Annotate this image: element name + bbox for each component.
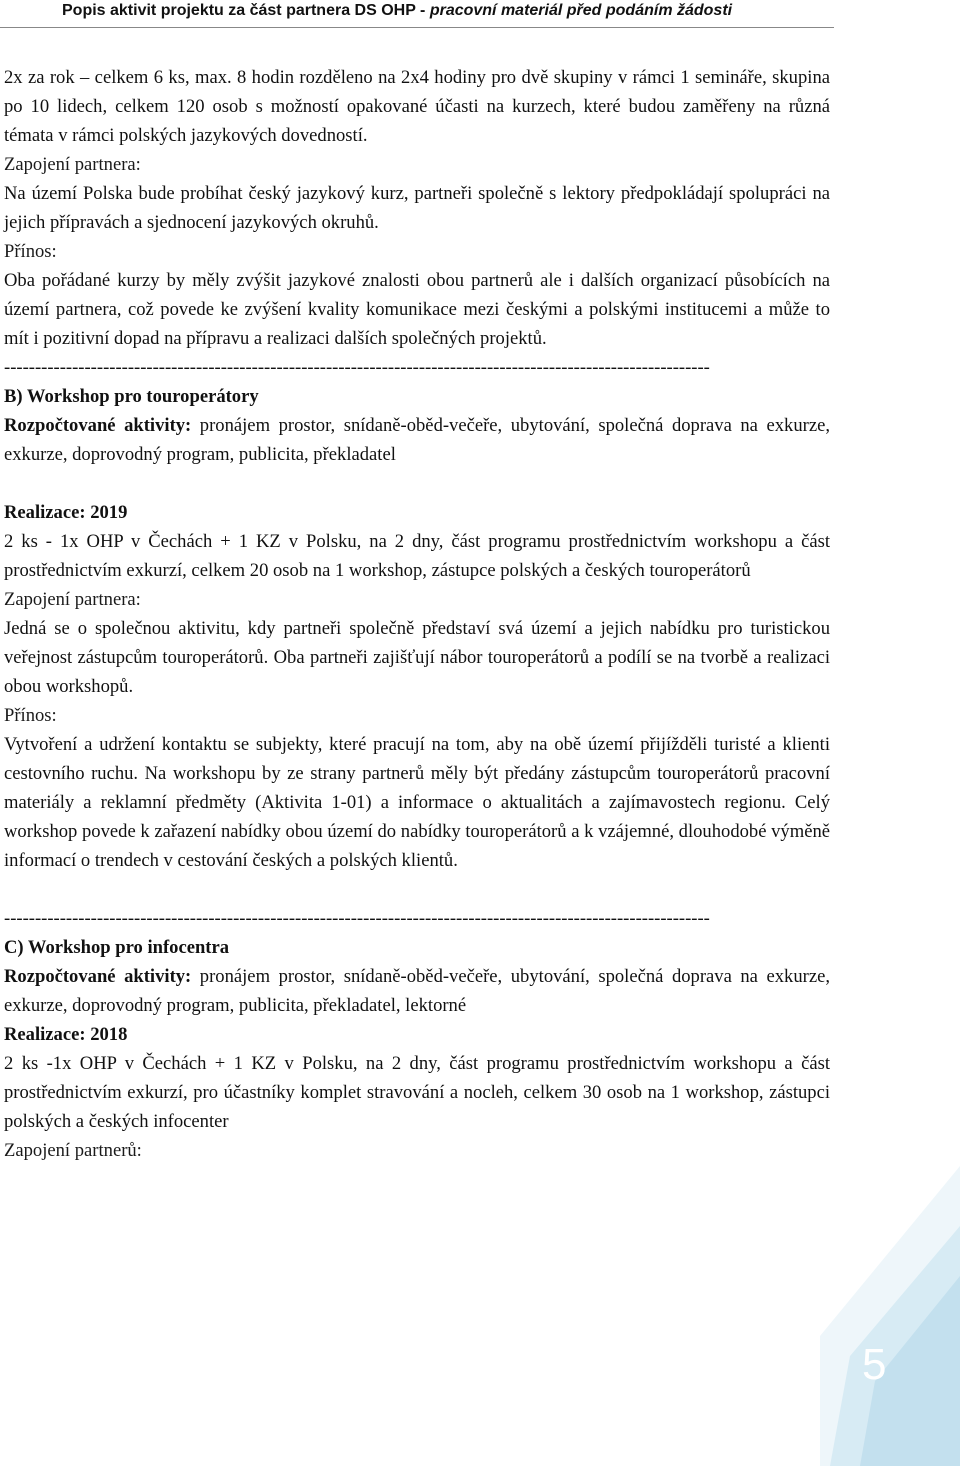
section-divider: ------------------------------------------------------------------------------------------------------------------ xyxy=(4,908,710,929)
section-divider: ------------------------------------------------------------------------------------------------------------------ xyxy=(4,357,710,378)
corner-decoration xyxy=(820,1166,960,1466)
section-b-realizace: Realizace: 2019 xyxy=(4,502,128,523)
document-body xyxy=(4,63,830,1165)
budget-text: pronájem prostor, snídaně-oběd-večeře, ubytování, společná doprava na exkurze, exkurze, doprovodný program, publicita, překladatel, lektorné xyxy=(4,966,830,1016)
section-c-realizace: Realizace: 2018 xyxy=(4,1024,128,1045)
paragraph-prinos-2: Vytvoření a udržení kontaktu se subjekty, které pracují na tom, aby na obě území přijížděli turisté a klienti cestovního ruchu. Na workshopu by ze strany partnerů měly být předány zástupcům touroperátorů pracovní materiály a reklamní předměty (Aktivita 1-01) a informace o aktualitách a zajímavostech regionu. Celý workshop povede k zařazení nabídky obou území do nabídky touroperátorů a k vzájemné, dlouhodobé výměně informací o trendech v cestování českých a polských klientů. xyxy=(4,734,830,871)
header-title-plain: Popis aktivit projektu za část partnera DS OHP - xyxy=(62,2,430,19)
paragraph-c-details: 2 ks -1x OHP v Čechách + 1 KZ v Polsku, na 2 dny, část programu prostřednictvím workshopu a část prostřednictvím exkurzí, pro účastníky komplet stravování a nocleh, celkem 30 osob na 1 workshop, zástupci polských a českých infocenter xyxy=(4,1053,830,1132)
label-zapojeni-partnera: Zapojení partnera: xyxy=(4,589,141,610)
spacer xyxy=(4,469,830,498)
header-title-italic: pracovní materiál před podáním žádosti xyxy=(429,2,733,19)
section-b-budget xyxy=(4,411,830,469)
paragraph-zapojeni-2: Jedná se o společnou aktivitu, kdy partneři společně představí svá území a jejich nabídku pro turistickou veřejnost zástupcům touroperátorů. Oba partneři zajišťují nábor touroperátorů a podílí se na tvorbě a realizaci obou workshopů. xyxy=(4,618,830,697)
section-b-title: B) Workshop pro touroperátory xyxy=(4,386,259,407)
paragraph-zapojeni-1: Na území Polska bude probíhat český jazykový kurz, partneři společně s lektory předpokládají spolupráci na jejich přípravách a sjednocení jazykových okruhů. xyxy=(4,183,830,233)
paragraph-b-details: 2 ks - 1x OHP v Čechách + 1 KZ v Polsku, na 2 dny, část programu prostřednictvím workshopu a část prostřednictvím exkurzí, celkem 20 osob na 1 workshop, zástupce polských a českých touroperátorů xyxy=(4,531,830,581)
budget-label: Rozpočtované aktivity: xyxy=(4,966,192,987)
label-prinos: Přínos: xyxy=(4,705,57,726)
section-c-title: C) Workshop pro infocentra xyxy=(4,937,230,958)
label-zapojeni-partnera: Zapojení partnera: xyxy=(4,154,141,175)
budget-text: pronájem prostor, snídaně-oběd-večeře, ubytování, společná doprava na exkurze, exkurze, doprovodný program, publicita, překladatel xyxy=(4,415,830,465)
page-header xyxy=(0,0,960,34)
paragraph-course-details: 2x za rok – celkem 6 ks, max. 8 hodin rozděleno na 2x4 hodiny pro dvě skupiny v rámci 1 semináře, skupina po 10 lidech, celkem 120 osob s možností opakované účasti na kurzech, které budou zaměřeny na různá témata v rámci polských jazykových dovedností. xyxy=(4,67,830,146)
corner-shapes-icon xyxy=(820,1166,960,1466)
paragraph-prinos-1: Oba pořádané kurzy by měly zvýšit jazykové znalosti obou partnerů ale i dalších organizací působících na území partnera, což povede ke zvýšení kvality komunikace mezi českými a polskými institucemi a může to mít i pozitivní dopad na přípravu a realizaci dalších společných projektů. xyxy=(4,270,830,349)
header-rule xyxy=(0,27,834,28)
header-title xyxy=(62,0,732,21)
spacer xyxy=(4,875,830,904)
budget-label: Rozpočtované aktivity: xyxy=(4,415,192,436)
label-prinos: Přínos: xyxy=(4,241,57,262)
section-c-budget xyxy=(4,962,830,1020)
label-zapojeni-partneru: Zapojení partnerů: xyxy=(4,1140,142,1161)
page-number: 5 xyxy=(862,1340,887,1389)
